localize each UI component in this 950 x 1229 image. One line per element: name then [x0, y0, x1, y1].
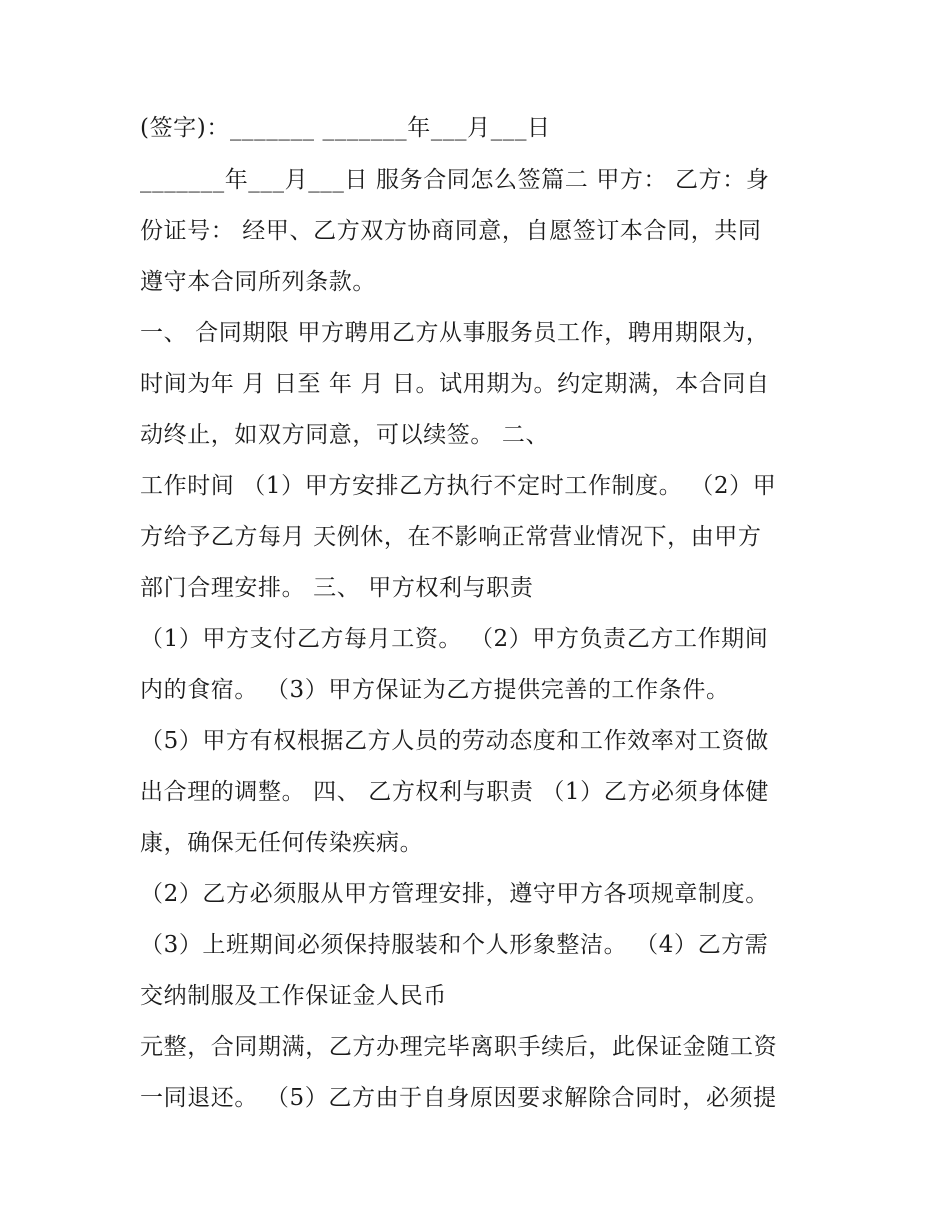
text-line: （5）甲方有权根据乙方人员的劳动态度和工作效率对工资做 [140, 728, 769, 754]
text-line: 份证号： 经甲、乙方双方协商同意，自愿签订本合同，共同 [140, 218, 762, 244]
text-line: （1）甲方支付乙方每月工资。 （2）甲方负责乙方工作期间 [140, 626, 769, 652]
text-line: （2）乙方必须服从甲方管理安排，遵守甲方各项规章制度。 [140, 881, 769, 907]
text-line: (签字)：_______ _______年___月___日 [140, 115, 551, 141]
text-line: 出合理的调整。 四、 乙方权利与职责 （1）乙方必须身体健 [140, 779, 769, 805]
text-line: 方给予乙方每月 天例休，在不影响正常营业情况下，由甲方 [140, 524, 762, 550]
text-line: （3）上班期间必须保持服装和个人形象整洁。 （4）乙方需 [140, 932, 769, 958]
text-line: 工作时间 （1）甲方安排乙方执行不定时工作制度。 （2）甲 [140, 473, 777, 499]
text-line: _______年___月___日 服务合同怎么签篇二 甲方： 乙方：身 [140, 167, 770, 193]
text-line: 内的食宿。 （3）甲方保证为乙方提供完善的工作条件。 [140, 677, 730, 703]
text-line: 一、 合同期限 甲方聘用乙方从事服务员工作，聘用期限为， [140, 320, 770, 346]
text-line: 部门合理安排。 三、 甲方权利与职责 [140, 575, 534, 601]
text-line: 时间为年 月 日至 年 月 日。试用期为。约定期满，本合同自 [140, 371, 770, 397]
text-line: 遵守本合同所列条款。 [140, 269, 376, 295]
text-line: 交纳制服及工作保证金人民币 [140, 983, 447, 1009]
text-line: 一同退还。 （5）乙方由于自身原因要求解除合同时，必须提 [140, 1085, 777, 1111]
text-line: 元整，合同期满，乙方办理完毕离职手续后，此保证金随工资 [140, 1034, 778, 1060]
text-line: 康，确保无任何传染疾病。 [140, 830, 424, 856]
text-line: 动终止，如双方同意，可以续签。 二、 [140, 422, 550, 448]
